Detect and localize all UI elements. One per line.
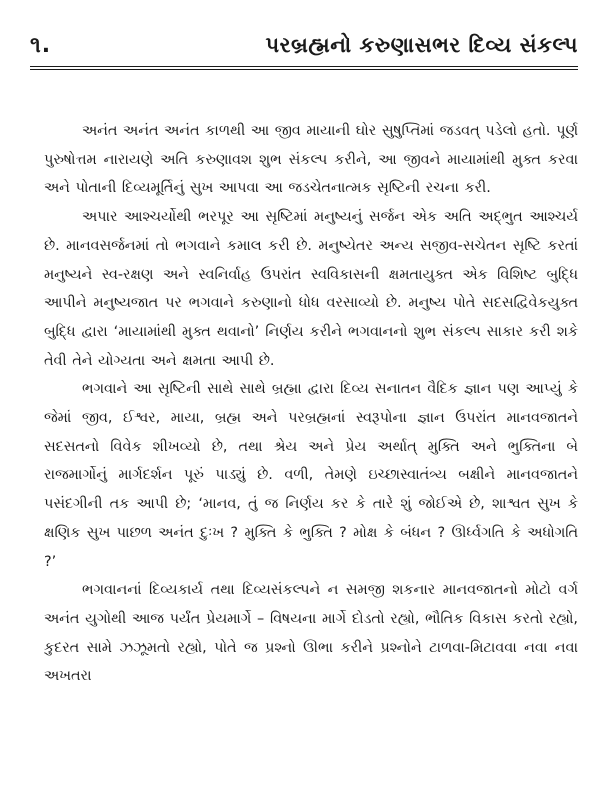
paragraph-4: ભગવાનનાં દિવ્યકાર્ય તથા દિવ્યસંકલ્પને ન સમજી શકનાર માનવજાતનો મોટો વર્ગ અનંત યુગોથી આજ પર્યંત પ્રેયમાર્ગે – વિષયના માર્ગે દોડતો રહ્યો, ભૌતિક વિકાસ કરતો રહ્યો, કુદરત સામે ઝઝૂમતો રહ્યો, પોતે જ પ્રશ્નો ઊભા કરીને પ્રશ્નોને ટાળવા-મિટાવવા નવા નવા અખતરા [44, 582, 578, 685]
paragraph-2: અપાર આશ્ચર્યોથી ભરપૂર આ સૃષ્ટિમાં મનુષ્યનું સર્જન એક અતિ અદ્ભુત આશ્ચર્ય છે. માનવસર્જનમાં તો ભગવાને કમાલ કરી છે. મનુષ્યેતર અન્ય સજીવ-સચેતન સૃષ્ટિ કરતાં મનુષ્યને સ્વ-રક્ષણ અને સ્વનિર્વાહ ઉપરાંત સ્વવિકાસની ક્ષમતાયુક્ત એક વિશિષ્ટ બુદ્ધિ આપીને મનુષ્યજાત પર ભગવાને કરુણાનો ધોધ વરસાવ્યો છે. મનુષ્ય પોતે સદસદ્વિવેકયુક્ત બુદ્ધિ દ્વારા ‘માયામાંથી મુક્ત થવાનો’ નિર્ણય કરીને ભગવાનનો શુભ સંકલ્પ સાકાર કરી શકે તેવી તેને યોગ્યતા અને ક્ષમતા આપી છે. [44, 209, 578, 369]
body-text [44, 117, 578, 795]
paragraph-3: ભગવાને આ સૃષ્ટિની સાથે સાથે બ્રહ્મા દ્વારા દિવ્ય સનાતન વૈદિક જ્ઞાન પણ આપ્યું કે જેમાં જીવ, ઈશ્વર, માયા, બ્રહ્મ અને પરબ્રહ્મનાં સ્વરૂપોના જ્ઞાન ઉપરાંત માનવજાતને સદસતનો વિવેક શીખવ્યો છે, તથા શ્રેય અને પ્રેય અર્થાત્ મુક્તિ અને ભુક્તિના બે રાજમાર્ગોનું માર્ગદર્શન પૂરું પાડ્યું છે. વળી, તેમણે ઇચ્છાસ્વાતંત્ર્ય બક્ષીને માનવજાતને પસંદગીની તક આપી છે; ‘માનવ, તું જ નિર્ણય કર કે તારે શું જોઈએ છે, શાશ્વત સુખ કે ક્ષણિક સુખ પાછળ અનંત દુઃખ ? મુક્તિ કે ભુક્તિ ? મોક્ષ કે બંધન ? ઊર્ધ્વગતિ કે અધોગતિ ?’ [44, 381, 578, 570]
paragraph-1: અનંત અનંત અનંત કાળથી આ જીવ માયાની ઘોર સુષુપ્તિમાં જડવત્ પડેલો હતો. પૂર્ણ પુરુષોત્તમ નારાયણે અતિ કરુણાવશ શુભ સંકલ્પ કરીને, આ જીવને માયામાંથી મુક્ત કરવા અને પોતાની દિવ્યમૂર્તિનું સુખ આપવા આ જડચેતનાત્મક સૃષ્ટિની રચના કરી. [44, 123, 578, 197]
page-header [30, 30, 578, 70]
chapter-title: પરબ્રહ્મનો કરુણાસભર દિવ્ય સંકલ્પ [265, 32, 578, 57]
page-number: ૧. [30, 32, 52, 58]
